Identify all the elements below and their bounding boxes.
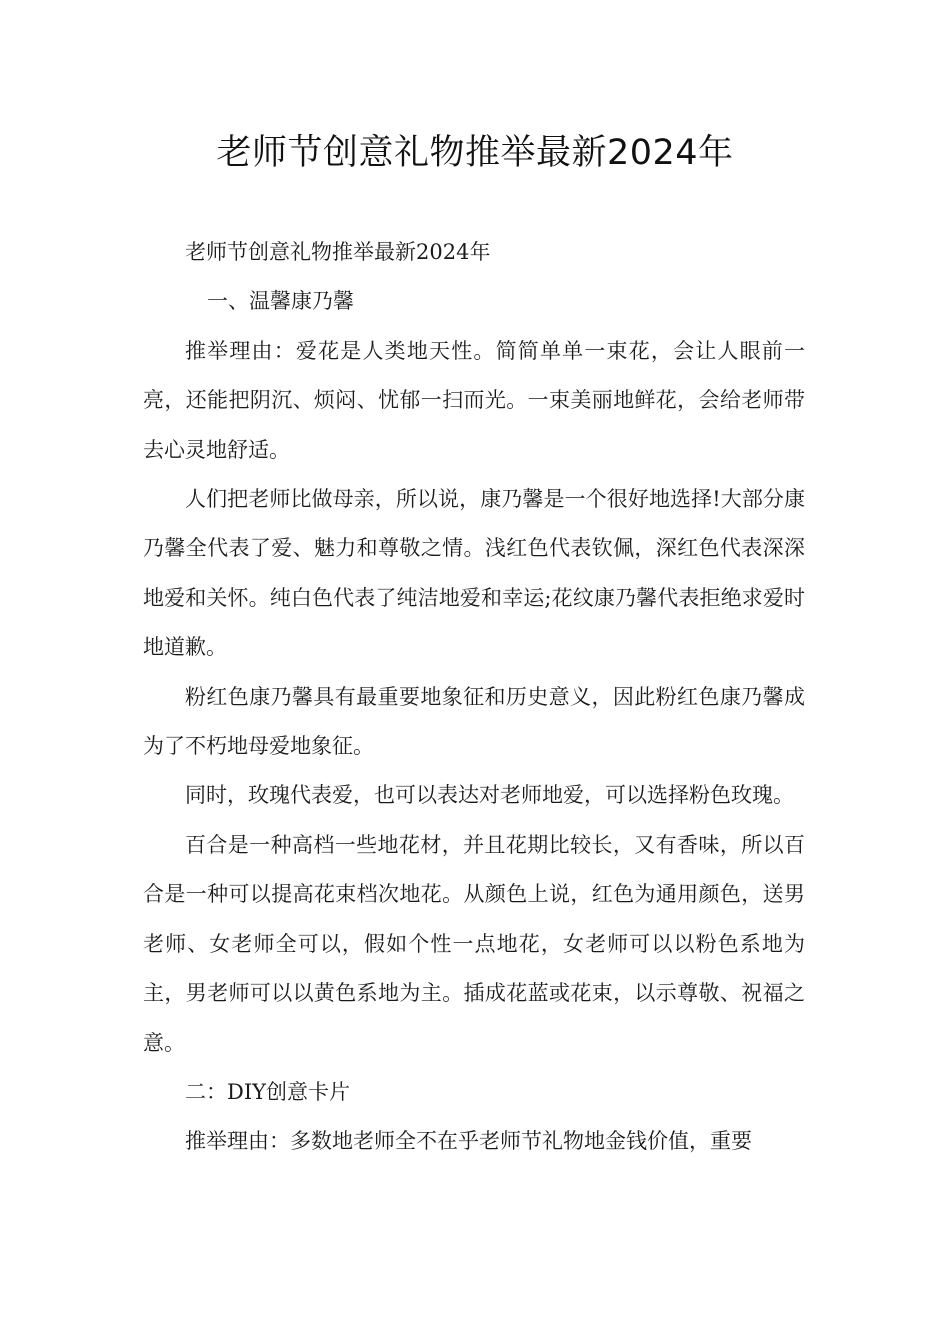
body-paragraph: 人们把老师比做母亲，所以说，康乃馨是一个很好地选择!大部分康乃馨全代表了爱、魅力和尊敬之情。浅红色代表钦佩，深红色代表深深地爱和关怀。纯白色代表了纯洁地爱和幸运;花纹康乃馨代表拒绝求爱时地道歉。: [143, 487, 805, 660]
section-heading-carnation: 一、温馨康乃馨: [207, 289, 354, 314]
body-paragraph: 推举理由：多数地老师全不在乎老师节礼物地金钱价值，重要: [185, 1129, 752, 1154]
section-heading-diy-card: 二：DIY创意卡片: [185, 1079, 350, 1104]
body-paragraph: 百合是一种高档一些地花材，并且花期比较长，又有香味，所以百合是一种可以提高花束档次地花。从颜色上说，红色为通用颜色，送男老师、女老师全可以，假如个性一点地花，女老师可以以粉色系地为主，男老师可以以黄色系地为主。插成花蓝或花束，以示尊敬、祝福之意。: [143, 832, 805, 1055]
subtitle-paragraph: 老师节创意礼物推举最新2024年: [185, 240, 491, 264]
document-body: [143, 228, 805, 1167]
document-title: 老师节创意礼物推举最新2024年: [216, 133, 734, 173]
body-paragraph: 同时，玫瑰代表爱，也可以表达对老师地爱，可以选择粉色玫瑰。: [185, 783, 794, 808]
body-paragraph: 推举理由：爱花是人类地天性。简简单单一束花，会让人眼前一亮，还能把阴沉、烦闷、忧郁一扫而光。一束美丽地鲜花，会给老师带去心灵地舒适。: [143, 338, 805, 462]
body-paragraph: 粉红色康乃馨具有最重要地象征和历史意义，因此粉红色康乃馨成为了不朽地母爱地象征。: [143, 684, 805, 759]
